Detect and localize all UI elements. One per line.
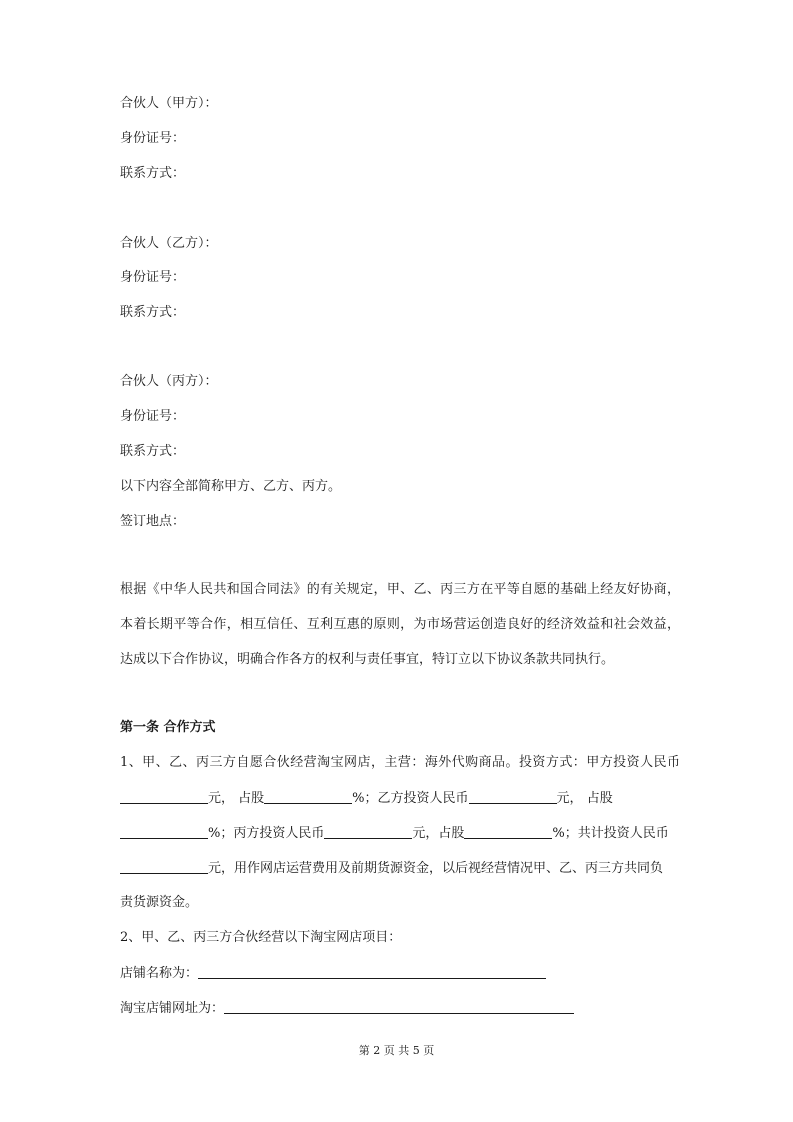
- party-b-id-label: 身份证号：: [120, 270, 186, 285]
- preamble-line-1: 根据《中华人民共和国合同法》的有关规定，甲、乙、丙三方在平等自愿的基础上经友好协商，: [120, 582, 680, 597]
- signing-place-label: 签订地点：: [120, 514, 186, 529]
- article-1-heading: 第一条 合作方式: [120, 720, 216, 735]
- clause-1-line-4: 元，用作网店运营费用及前期货源资金，以后视经营情况甲、乙、丙三方共同负: [120, 860, 663, 876]
- party-b-contact-label: 联系方式：: [120, 305, 186, 320]
- shop-name-row: [120, 965, 546, 981]
- shop-url-blank[interactable]: [224, 1000, 574, 1014]
- clause-2-line-1: 2、甲、乙、丙三方合伙经营以下淘宝网店项目：: [120, 930, 402, 945]
- party-c-amount-blank[interactable]: [324, 825, 412, 839]
- party-a-amount-blank[interactable]: [120, 790, 208, 804]
- clause-1-line-5: 责货源资金。: [120, 895, 199, 910]
- shop-name-label: 店铺名称为：: [120, 966, 199, 981]
- party-c-contact-label: 联系方式：: [120, 444, 186, 459]
- party-c-label: 合伙人（丙方）：: [120, 374, 218, 389]
- abbreviation-note: 以下内容全部简称甲方、乙方、丙方。: [120, 479, 342, 494]
- party-b-label: 合伙人（乙方）：: [120, 236, 218, 251]
- party-a-id-label: 身份证号：: [120, 131, 186, 146]
- party-b-share-blank[interactable]: [120, 825, 208, 839]
- page-footer: 第 2 页 共 5 页: [358, 1044, 435, 1057]
- preamble-line-2: 本着长期平等合作，相互信任、互利互惠的原则，为市场营运创造良好的经济效益和社会效益，: [120, 617, 680, 632]
- party-c-id-label: 身份证号：: [120, 409, 186, 424]
- shop-url-label: 淘宝店铺网址为：: [120, 1001, 225, 1016]
- party-b-amount-blank[interactable]: [469, 790, 557, 804]
- total-amount-blank[interactable]: [120, 860, 208, 874]
- shop-url-row: [120, 1000, 574, 1016]
- shop-name-blank[interactable]: [198, 965, 546, 979]
- party-c-share-blank[interactable]: [464, 825, 552, 839]
- party-a-label: 合伙人（甲方）：: [120, 96, 218, 111]
- party-a-share-blank[interactable]: [264, 790, 352, 804]
- preamble-line-3: 达成以下合作协议，明确合作各方的权利与责任事宜，特订立以下协议条款共同执行。: [120, 652, 615, 667]
- party-a-contact-label: 联系方式：: [120, 166, 186, 181]
- clause-1-line-3: %；丙方投资人民币 元，占股 %；共计投资人民币: [120, 825, 669, 841]
- clause-1-line-2: 元， 占股 %；乙方投资人民币 元， 占股: [120, 790, 613, 806]
- clause-1-line-1: 1、甲、乙、丙三方自愿合伙经营淘宝网店，主营：海外代购商品。投资方式：甲方投资人民币: [120, 755, 680, 770]
